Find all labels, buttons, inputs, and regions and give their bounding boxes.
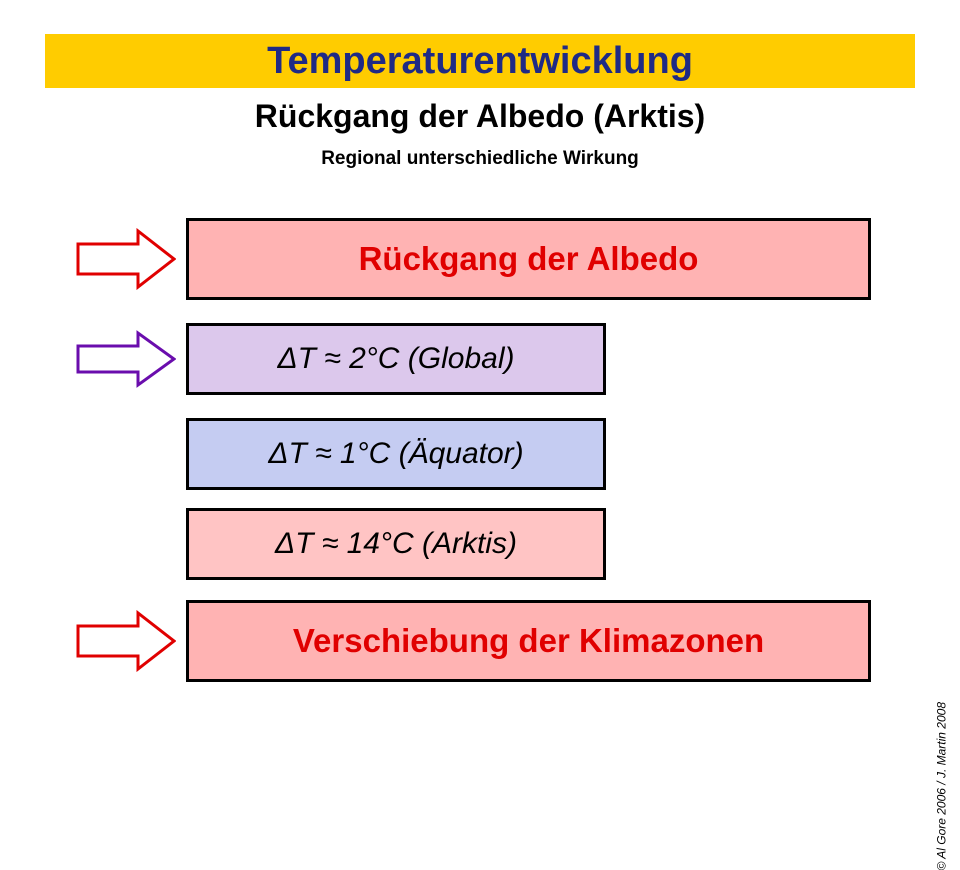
box-albedo <box>186 218 871 300</box>
diagram-row-global <box>76 323 606 395</box>
purple-arrow-icon <box>76 328 176 390</box>
box-klimazonen-label: Verschiebung der Klimazonen <box>292 622 765 659</box>
slide-subheading: Regional unterschiedliche Wirkung <box>321 148 639 169</box>
diagram-row-klimazonen <box>76 600 871 682</box>
diagram-row-aequator <box>76 418 606 490</box>
diagram-row-arktis <box>76 508 606 580</box>
red-arrow-icon <box>76 228 176 290</box>
box-aequator <box>186 418 606 490</box>
slide-heading: Rückgang der Albedo (Arktis) <box>254 98 706 134</box>
box-global <box>186 323 606 395</box>
copyright-notice: © Al Gore 2006 / J. Martin 2008 <box>934 702 948 870</box>
diagram-row-albedo <box>76 218 871 300</box>
slide-title-bar <box>45 34 915 88</box>
page-title: Temperaturentwicklung <box>267 39 693 82</box>
box-klimazonen <box>186 600 871 682</box>
box-global-label: ΔT ≈ 2°C (Global) <box>277 342 515 375</box>
box-albedo-label: Rückgang der Albedo <box>358 240 699 277</box>
box-aequator-label: ΔT ≈ 1°C (Äquator) <box>268 437 524 470</box>
box-arktis-label: ΔT ≈ 14°C (Arktis) <box>275 527 517 560</box>
box-arktis <box>186 508 606 580</box>
red-arrow-icon <box>76 610 176 672</box>
